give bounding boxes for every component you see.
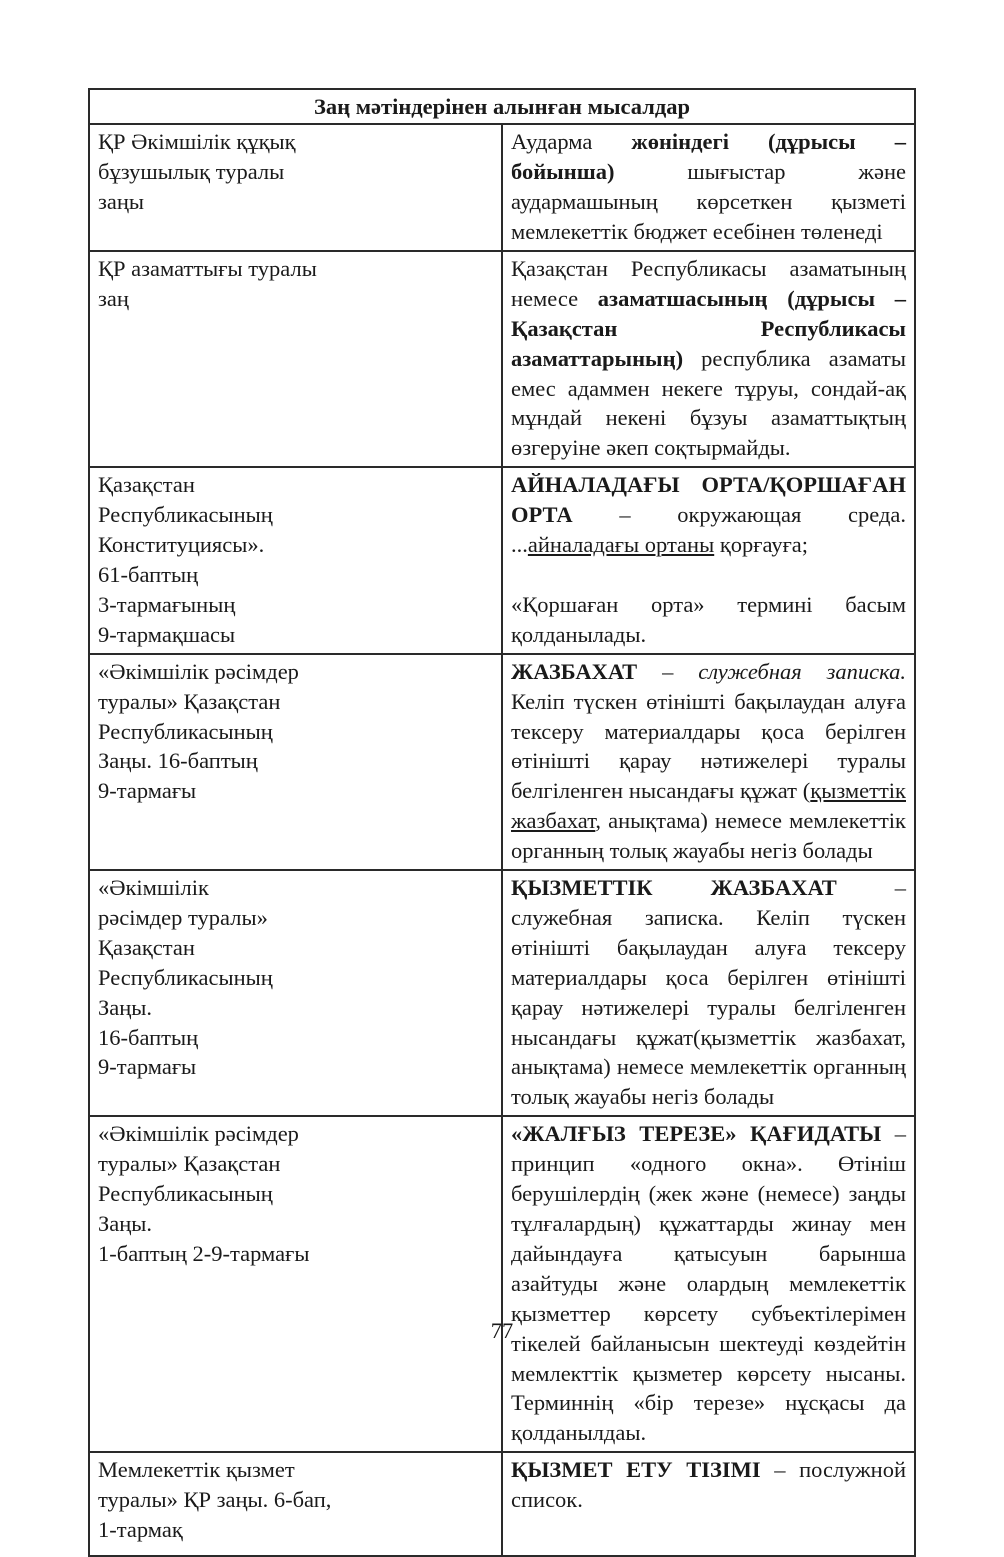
source-line: Заңы. [98, 994, 153, 1020]
example-cell [502, 251, 915, 467]
example-text: Келіп түскен өтінішті бақылаудан алуға тексеру материалдары қоса берілген өтінішті қарау нәтижелері туралы белгіленген нысандағы құжат ( [511, 688, 906, 804]
source-line: ҚР азаматтығы туралы [98, 255, 317, 281]
source-line: 9-тармақшасы [98, 621, 236, 647]
source-cell [89, 1452, 502, 1556]
term-heading: ҚЫЗМЕТ ЕТУ ТІЗІМІ [511, 1457, 761, 1483]
table-row [89, 251, 915, 467]
source-line: туралы» Қазақстан [98, 688, 281, 714]
example-text: , анықтама) немесе мемлекеттік органның толық жауабы негіз болады [511, 808, 906, 864]
translation: служебная записка. [698, 658, 906, 684]
example-text: – окружающая среда. ... [511, 502, 906, 558]
term-heading: ҚЫЗМЕТТІК ЖАЗБАХАТ [511, 875, 837, 901]
table-row [89, 1452, 915, 1556]
example-text: Қазақстан Республикасы азаматының немесе [511, 255, 906, 311]
source-line: бұзушылық туралы [98, 158, 285, 184]
example-text: – принцип «одного окна». Өтініш берушілердің (жек және (немесе) заңды тұлғалардың) құжаттарды жинау мен дайындауға қатысуын барынша азайтуды және олардың мемлекеттік қызметтер көрсету субъектілерімен тікелей байланысын шектеуді көздейтін мемлекттік қызметер көрсету нысаны. Терминнің «бір терезе» нұсқасы да қолданылдаы. [511, 1121, 906, 1446]
source-cell [89, 467, 502, 653]
source-line: туралы» Қазақстан [98, 1151, 281, 1177]
example-text: қорғауға; [714, 532, 809, 558]
source-line: Конституциясы». [98, 532, 265, 558]
example-note: «Қоршаған орта» термині басым қолданылады. [511, 591, 906, 647]
term-heading: ЖАЗБАХАТ [511, 658, 638, 684]
example-cell [502, 654, 915, 870]
source-line: Республикасының [98, 964, 273, 990]
table-row [89, 124, 915, 251]
example-cell [502, 1116, 915, 1452]
source-line: 61-баптың [98, 561, 199, 587]
source-line: Мемлекеттік қызмет [98, 1457, 295, 1483]
source-cell [89, 870, 502, 1116]
table-row [89, 467, 915, 653]
source-line: ҚР Әкімшілік құқық [98, 128, 296, 154]
underlined-term: қызметтік жазбахат [511, 778, 906, 834]
source-line: «Әкімшілік рәсімдер [98, 658, 299, 684]
table-row [89, 870, 915, 1116]
source-line: туралы» ҚР заңы. 6-бап, [98, 1487, 332, 1513]
source-line: Республикасының [98, 1181, 273, 1207]
example-text: – [637, 658, 699, 684]
source-cell [89, 1116, 502, 1452]
example-text: республика азаматы емес адаммен некеге тұруы, сондай-ақ мұндай некені бұзуы азаматтықтың өзгеруіне әкеп соқтырмайды. [511, 345, 906, 461]
table-header-row [89, 89, 915, 124]
example-text: – служебная записка. Келіп түскен өтінішті бақылаудан алуға тексеру материалдары қоса берілген өтінішті қарау нәтижелері туралы белгіленген нысандағы құжат(қызметтік жазбахат, анықтама) немесе мемлекеттік органның толық жауабы негіз болады [511, 875, 906, 1110]
source-line: рәсімдер туралы» [98, 904, 268, 930]
source-line: «Әкімшілік [98, 875, 209, 901]
source-line: 1-баптың 2-9-тармағы [98, 1240, 310, 1266]
table-row [89, 654, 915, 870]
source-line: 16-баптың [98, 1024, 199, 1050]
example-cell [502, 1452, 915, 1556]
example-text: шығыстар және аудармашының көрсеткен қызметі мемлекеттік бюджет есебінен төленеді [511, 158, 906, 244]
source-line: заң [98, 285, 129, 311]
page-number: 77 [490, 1318, 514, 1343]
source-line: «Әкімшілік рәсімдер [98, 1121, 299, 1147]
underlined-term: айналадағы ортаны [527, 532, 715, 558]
example-cell [502, 467, 915, 653]
example-cell [502, 870, 915, 1116]
source-line: 3-тармағының [98, 591, 236, 617]
source-line: 9-тармағы [98, 1054, 197, 1080]
term-heading: АЙНАЛАДАҒЫ ОРТА/ҚОРШАҒАН ОРТА [511, 472, 906, 528]
example-text: – послужной список. [511, 1457, 906, 1513]
table-row [89, 1116, 915, 1452]
example-cell [502, 124, 915, 251]
incorrect-term: жөніндегі (дұрысы – бойынша) [511, 128, 906, 184]
source-line: Заңы. 16-баптың [98, 748, 258, 774]
source-line: заңы [98, 188, 145, 214]
source-line: 1-тармақ [98, 1517, 183, 1543]
term-heading: «ЖАЛҒЫЗ ТЕРЕЗЕ» ҚАҒИДАТЫ [511, 1121, 882, 1147]
source-line: Қазақстан [98, 934, 195, 960]
source-line: Заңы. [98, 1211, 153, 1236]
table-header: Заң мәтіндерінен алынған мысалдар [89, 89, 915, 124]
source-line: Қазақстан [98, 472, 195, 498]
source-line: Республикасының [98, 502, 273, 528]
example-text: Аударма [511, 128, 632, 154]
source-line: 9-тармағы [98, 778, 197, 804]
source-cell [89, 124, 502, 251]
source-cell [89, 654, 502, 870]
source-cell [89, 251, 502, 467]
incorrect-term: азаматшасының (дұрысы – Қазақстан Республикасы азаматтарының) [511, 285, 906, 371]
source-line: Республикасының [98, 718, 273, 744]
